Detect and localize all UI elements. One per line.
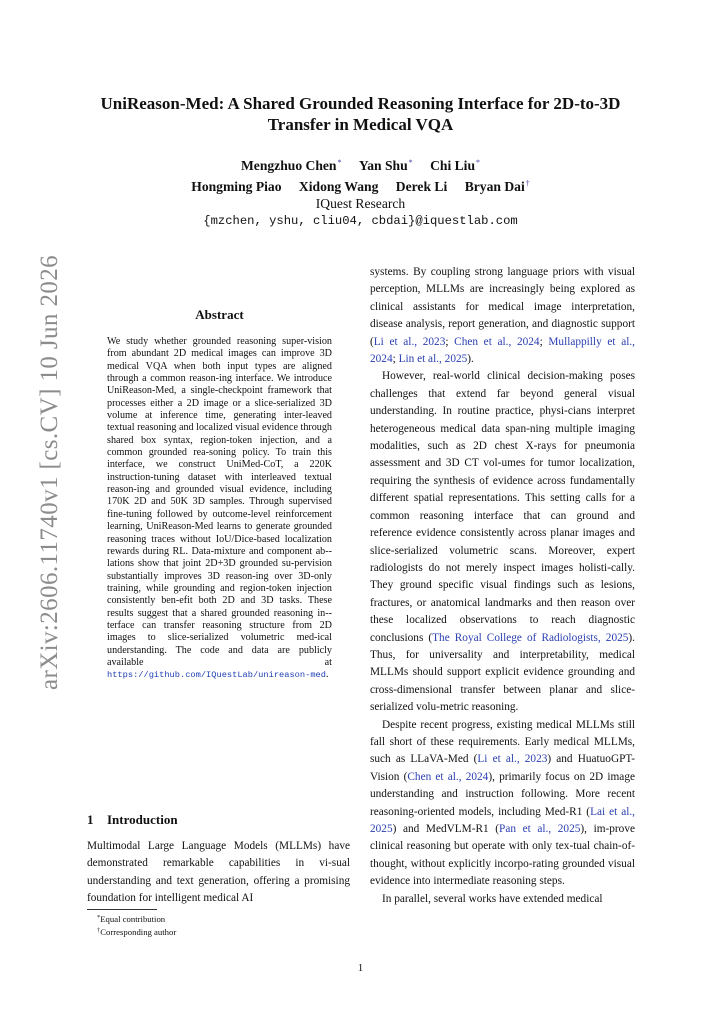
- body-paragraph: However, real-world clinical decision-making poses challenges that extend far beyond general visual understanding. In routine practice, physi-cians interpret heterogeneous medical data span-ning multiple imaging modalities, such as 2D chest X-rays for pneumonia assessment and 3D CT vol-umes for tumor localization, requiring the synthesis of evidence across fundamentally different spatial representations. This setting calls for a common reasoning interface that can ground and reference evidence consistently across planar images and slice-serialized volumetric scans. Moreover, expert radiologists do not merely inspect images holisti-cally. They ground specific visual findings such as lesions, fractures, or anatomical landmarks and then reason over these localized observations to reach diagnostic conclusions (The Royal College of Radiologists, 2025). Thus, for universality and interpretability, medical MLLMs should support explicit evidence grounding and cross-dimensional transfer between planar and slice-serialized volu-metric reasoning.: [370, 370, 635, 714]
- footnote-item: *Equal contribution: [97, 914, 166, 924]
- footnote-item: †Corresponding author: [97, 927, 177, 937]
- citation-link[interactable]: Chen et al., 2024: [407, 770, 489, 783]
- author-name: Chi Liu: [430, 158, 476, 173]
- author-name: Xidong Wang: [298, 178, 379, 194]
- intro-paragraph: Multimodal Large Language Models (MLLMs) have demonstrated remarkable capabilities in vi-sual understanding and text generation, offering a promising foundation for intelligent medical AI: [87, 840, 350, 905]
- author-mark: *: [408, 158, 413, 167]
- author-row-1: [70, 154, 651, 175]
- author-name: Derek Li: [395, 178, 448, 194]
- citation-link[interactable]: Li et al., 2023: [373, 335, 446, 348]
- author-name: Mengzhuo Chen: [240, 158, 337, 173]
- citation-link[interactable]: Mullappilly et al., 2024: [370, 335, 636, 366]
- abstract-heading: Abstract: [195, 307, 244, 322]
- body-paragraph: Despite recent progress, existing medical MLLMs still fall short of these requirements. Early medical MLLMs, such as LLaVA-Med (Li et al., 2023) and HuatuoGPT-Vision (Chen et al., 2024), primarily focus on 2D image understanding and instruction following. More recent reasoning-oriented models, including Med-R1 (Lai et al., 2025) and MedVLM-R1 (Pan et al., 2025), im-prove clinical reasoning but operate with only tex-tual chain-of-thought, without explicitly incorpo-rating grounded visual evidence into intermediate reasoning steps.: [370, 718, 636, 888]
- title-line-1: UniReason-Med: A Shared Grounded Reasoning Interface for 2D-to-3D: [100, 94, 621, 113]
- author-row-2: [70, 175, 651, 196]
- footnote-rule: [87, 909, 157, 910]
- page-number: 1: [357, 962, 364, 974]
- abstract-text: We study whether grounded reasoning super-vision from abundant 2D medical images can improve 3D medical VQA when both input types are aligned through a common reason-ing interface. We introduce UniReason-Med, a single-checkpoint framework that processes either a 2D image or a slice-serialized 3D volume at inference time, generating inter-leaved textual reasoning and localized visual evidence through shared box syntax, region-token injection, and a common grounded rea-soning policy. To train this interface, we construct UniMed-CoT, a 220K instruction-tuning dataset with interleaved textual reason-ing and grounded visual evidence, including 170K 2D and 50K 3D samples. Through supervised fine-tuning followed by outcome-level reinforcement learning, UniReason-Med learns to generate grounded reasoning traces without IoU/Dice-based localization rewards during RL. Data-mixture and component ab-lations show that joint 2D+3D grounded su-pervision substantially improves 3D reason-ing over 3D-only training, while grounding and region-token injection consistently ben-efit both 2D and 3D tasks. These results suggest that a shared grounded reasoning in-terface can transfer reasoning structure from 2D images to slice-serialized volumetric med-ical understanding. The code and data are publicly available at: [107, 336, 332, 668]
- arxiv-identifier: arXiv:2606.11740v1 [cs.CV] 10 Jun 2026: [36, 254, 63, 690]
- author-name: Hongming Piao: [191, 178, 282, 194]
- right-column: [370, 264, 635, 908]
- citation-link[interactable]: Lai et al., 2025: [370, 805, 635, 835]
- author-mark: †: [525, 178, 530, 188]
- section-title: Introduction: [107, 812, 178, 827]
- author-mark: *: [337, 158, 342, 167]
- author-mark: *: [476, 158, 481, 167]
- paper-title: [70, 93, 651, 135]
- section-number: 1: [87, 812, 94, 827]
- section-heading: [87, 812, 178, 828]
- author-block: [70, 154, 651, 230]
- affiliation: IQuest Research: [315, 196, 406, 211]
- body-paragraph: In parallel, several works have extended medical: [382, 892, 603, 905]
- citation-link[interactable]: The Royal College of Radiologists, 2025: [432, 631, 629, 644]
- footnotes: [97, 912, 176, 938]
- author-name: Yan Shu: [358, 158, 408, 173]
- citation-link[interactable]: Li et al., 2023: [477, 753, 548, 766]
- citation-link[interactable]: Lin et al., 2025: [398, 353, 468, 366]
- author-name: Bryan Dai: [464, 178, 525, 194]
- code-link[interactable]: https://github.com/IQuestLab/unireason-med: [107, 670, 326, 681]
- author-emails: {mzchen, yshu, cliu04, cbdai}@iquestlab.com: [203, 213, 518, 228]
- abstract-body: [107, 336, 332, 682]
- citation-link[interactable]: Pan et al., 2025: [499, 823, 581, 835]
- body-paragraph: systems. By coupling strong language priors with visual perception, MLLMs are increasingly being explored as clinical assistants for medical image interpretation, disease analysis, report generation, and diagnostic support (Li et al., 2023; Chen et al., 2024; Mullappilly et al., 2024; Lin et al., 2025).: [370, 266, 636, 366]
- abstract-end: .: [325, 669, 329, 681]
- citation-link[interactable]: Chen et al., 2024: [454, 335, 540, 348]
- title-line-2: Transfer in Medical VQA: [267, 115, 454, 134]
